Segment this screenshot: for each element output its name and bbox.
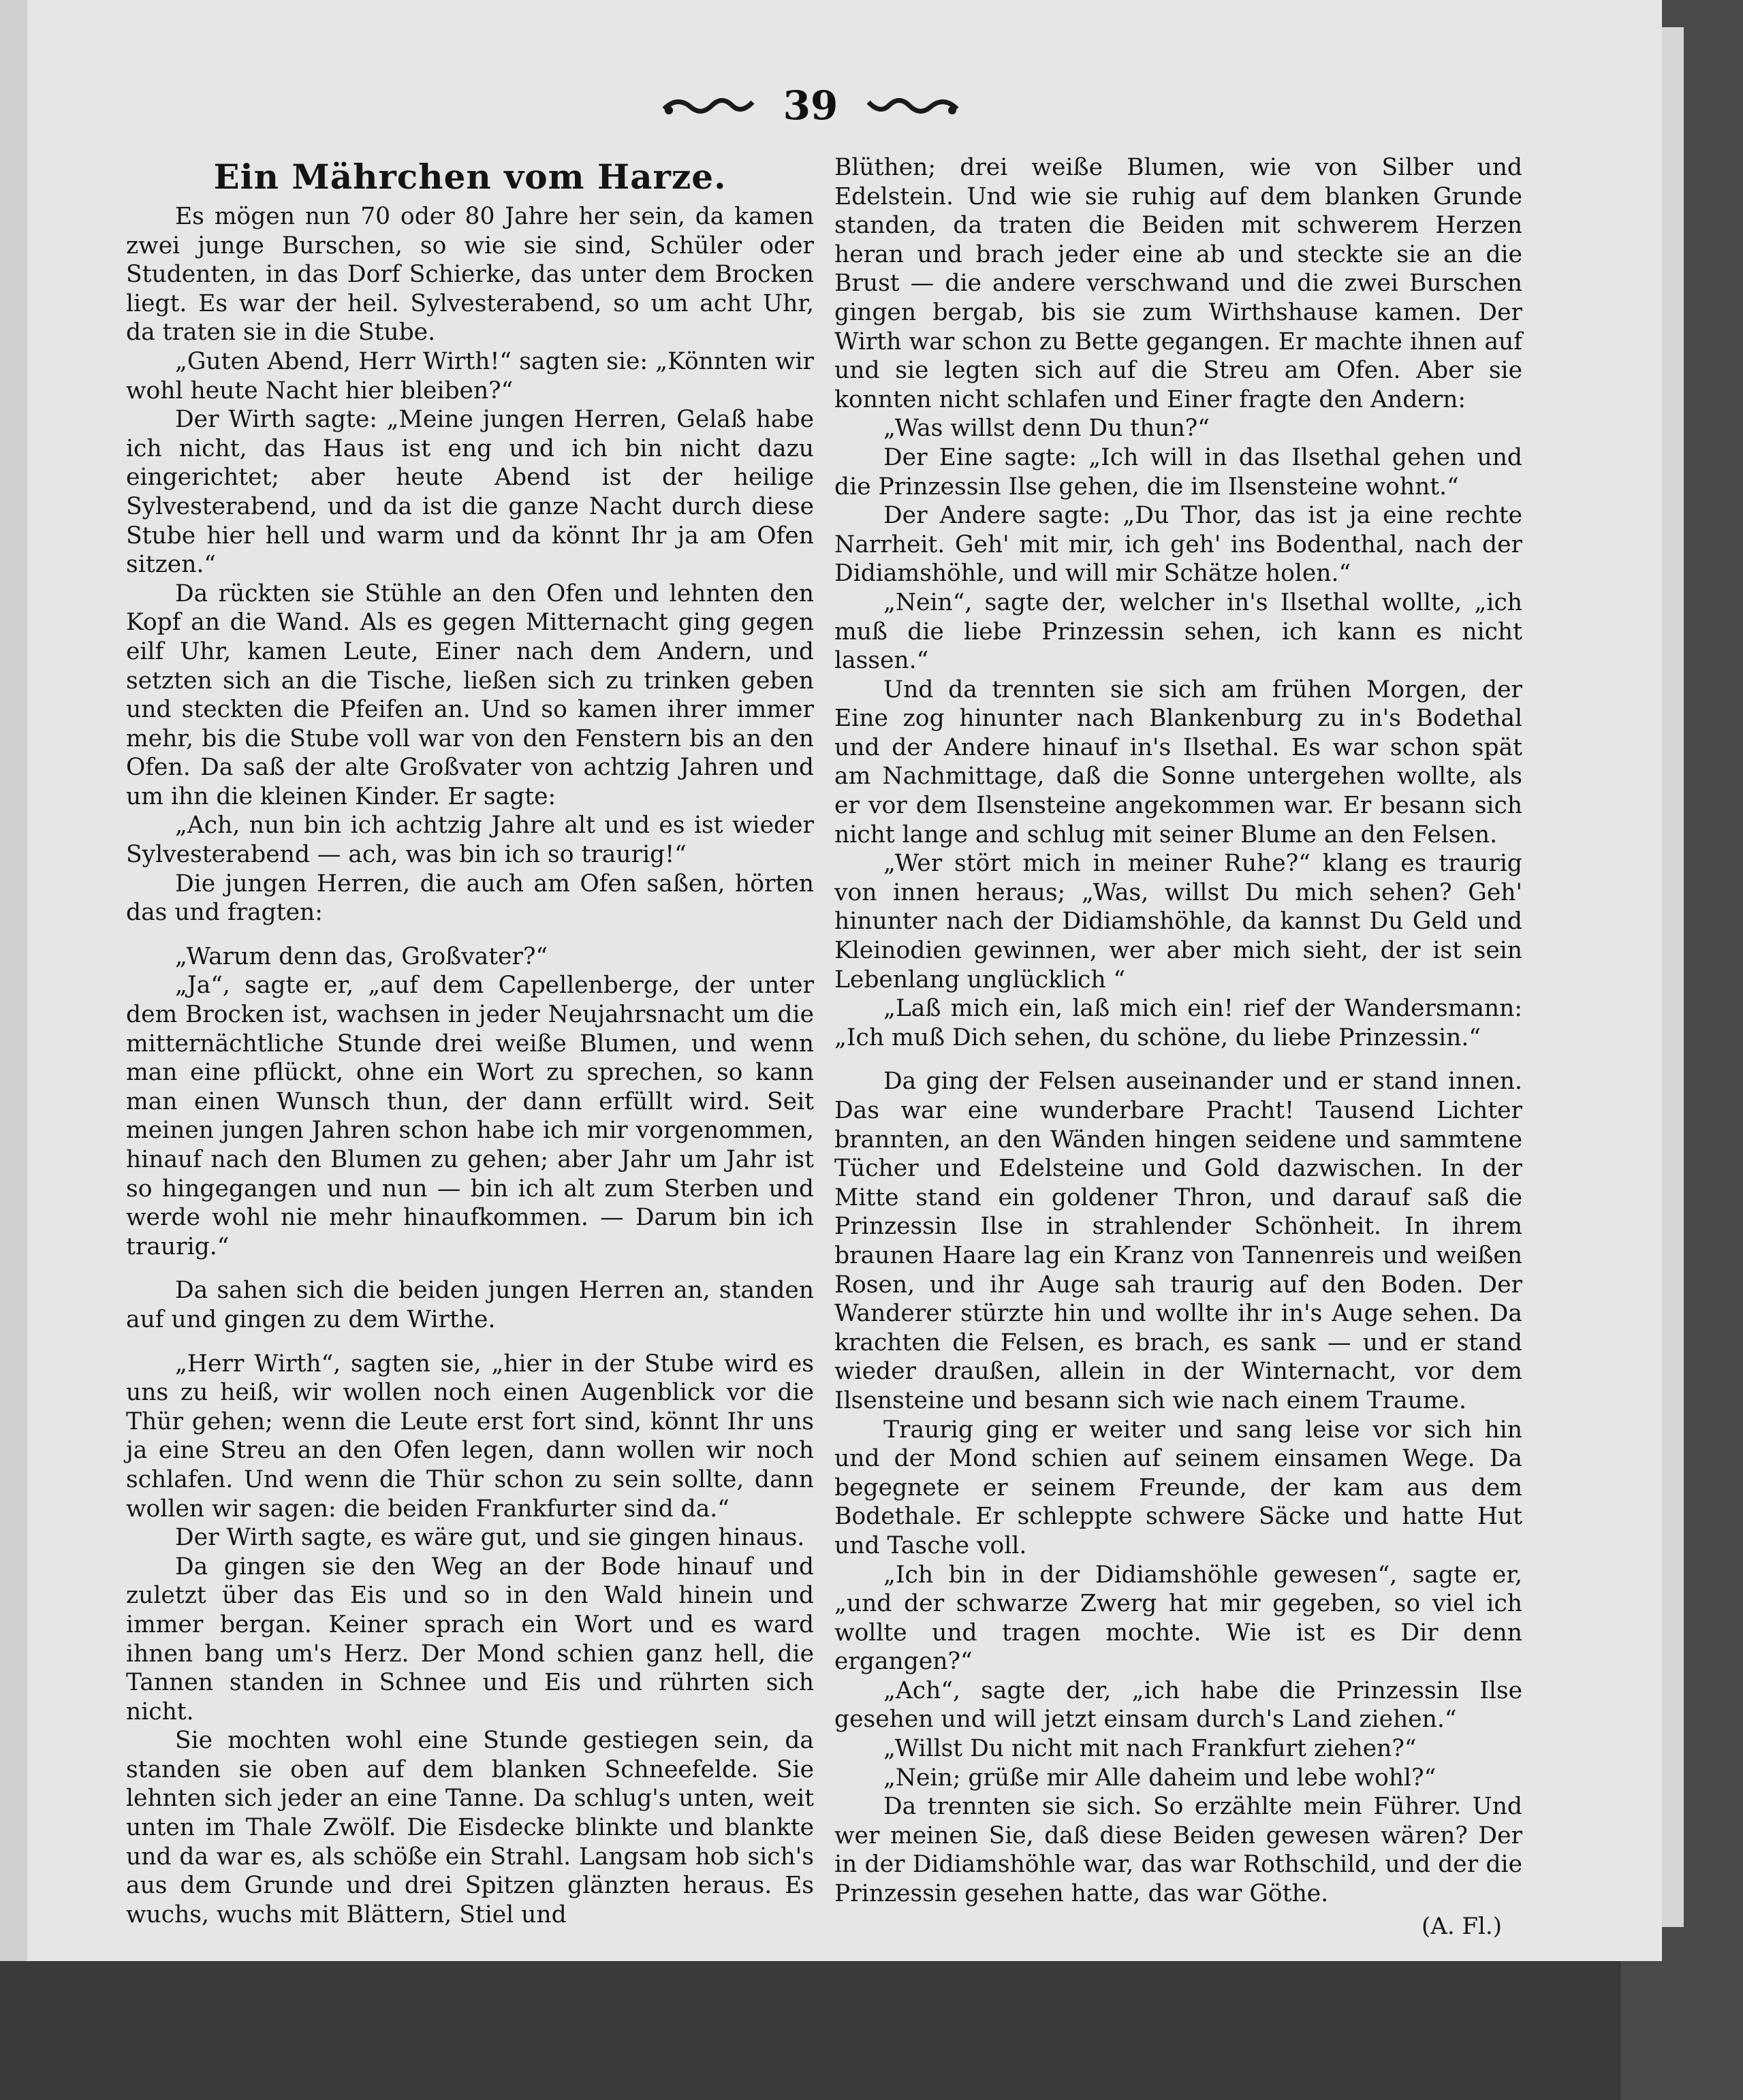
paragraph: „Was willst denn Du thun?“ xyxy=(883,415,1210,443)
paragraph: „Nein“, sagte der, welcher in's Ilsethal wollte, „ich muß die liebe Prinzessin sehen, ich kann es nicht lassen.“ xyxy=(834,588,1522,675)
paragraph: Sie mochten wohl eine Stunde gestiegen sein, da standen sie oben auf dem blanken Schneefelde. Sie lehnten sich jeder an eine Tanne. Da schlug's unten, weit unten im Thale Zwölf. Die Eisdecke blinkte und blankte und da war es, als schöße ein Strahl. Langsam hob sich's aus dem Grunde und drei Spitzen glänzten heraus. Es wuchs, wuchs mit Blättern, Stiel und xyxy=(126,1727,814,1928)
author-signature: (A. Fl.) xyxy=(1422,1912,1502,1940)
paragraph: „Willst Du nicht mit nach Frankfurt ziehen?“ xyxy=(883,1735,1417,1763)
paragraph: Der Wirth sagte, es wäre gut, und sie gingen hinaus. xyxy=(175,1524,805,1552)
left-column xyxy=(126,153,814,1929)
paragraph: Da ging der Felsen auseinander und er stand innen. Das war eine wunderbare Pracht! Tausend Lichter brannten, an den Wänden hingen seidene und sammtene Tücher und Edelsteine und Gold dazwischen. In der Mitte stand ein goldener Thron, und darauf saß die Prinzessin Ilse in strahlender Schönheit. In ihrem braunen Haare lag ein Kranz von Tannenreis und weißen Rosen, und ihr Auge sah traurig auf den Boden. Der Wanderer stürzte hin und wollte ihr in's Auge sehen. Da krachten die Felsen, es brach, es sank — und er stand wieder draußen, allein in der Winternacht, vor dem Ilsensteine und besann sich wie nach einem Traume. xyxy=(834,1068,1522,1414)
paragraph: Es mögen nun 70 oder 80 Jahre her sein, da kamen zwei junge Burschen, so wie sie sind, Schüler oder Studenten, in das Dorf Schierke, das unter dem Brocken liegt. Es war der heil. Sylvesterabend, so um acht Uhr, da traten sie in die Stube. xyxy=(126,203,814,347)
paragraph: „Laß mich ein, laß mich ein! rief der Wandersmann: „Ich muß Dich sehen, du schöne, du liebe Prinzessin.“ xyxy=(834,995,1522,1051)
paragraph: Da trennten sie sich. So erzählte mein Führer. Und wer meinen Sie, daß diese Beiden gewesen wären? Der in der Didiamshöhle war, das war Rothschild, und der die Prinzessin gesehen hatte, das war Göthe. xyxy=(834,1793,1522,1908)
paragraph: „Wer stört mich in meiner Ruhe?“ klang es traurig von innen heraus; „Was, willst Du mich sehen? Geh' hinunter nach der Didiamshöhle, da kannst Du Geld und Kleinodien gewinnen, wer aber mich sieht, der ist sein Lebenlang unglücklich “ xyxy=(834,850,1522,993)
paragraph: Und da trennten sie sich am frühen Morgen, der Eine zog hinunter nach Blankenburg zu in's Bodethal und der Andere hinauf in's Ilsethal. Es war schon spät am Nachmittage, daß die Sonne untergehen wollte, als er vor dem Ilsensteine angekommen war. Er besann sich nicht lange and schlug mit seiner Blume an den Felsen. xyxy=(834,675,1522,848)
paragraph: „Ja“, sagte er, „auf dem Capellenberge, der unter dem Brocken ist, wachsen in jeder Neujahrsnacht um die mitternächtliche Stunde drei weiße Blumen, und wenn man eine pflückt, ohne ein Wort zu sprechen, so kann man einen Wunsch thun, der dann erfüllt wird. Seit meinen jungen Jahren schon habe ich mir vorgenommen, hinauf nach den Blumen zu gehen; aber Jahr um Jahr ist so hingegangen und nun — bin ich alt zum Sterben und werde wohl nie mehr hinaufkommen. — Darum bin ich traurig.“ xyxy=(126,972,814,1260)
paragraph: „Ach, nun bin ich achtzig Jahre alt und es ist wieder Sylvesterabend — ach, was bin ich so traurig!“ xyxy=(126,812,814,869)
left-flourish-icon xyxy=(661,89,756,123)
paragraph: „Ach“, sagte der, „ich habe die Prinzessin Ilse gesehen und will jetzt einsam durch's Land ziehen.“ xyxy=(834,1676,1522,1734)
paragraph: „Ich bin in der Didiamshöhle gewesen“, sagte er, „und der schwarze Zwerg hat mir gegeben, so viel ich wollte und tragen mochte. Wie ist es Dir denn ergangen?“ xyxy=(834,1561,1522,1676)
article-title: Ein Mährchen vom Harze. xyxy=(213,157,727,197)
paragraph: Traurig ging er weiter und sang leise vor sich hin und der Mond schien auf seinem einsamen Wege. Da begegnete er seinem Freunde, der kam aus dem Bodethale. Er schleppte schwere Säcke und hatte Hut und Tasche voll. xyxy=(834,1416,1522,1559)
paragraph: Die jungen Herren, die auch am Ofen saßen, hörten das und fragten: xyxy=(126,870,814,927)
right-column xyxy=(834,153,1522,1941)
paragraph: Da gingen sie den Weg an der Bode hinauf und zuletzt über das Eis und so in den Wald hinein und immer bergan. Keiner sprach ein Wort und es ward ihnen bang um's Herz. Der Mond schien ganz hell, die Tannen standen in Schnee und Eis und rührten sich nicht. xyxy=(126,1553,814,1725)
paragraph: Der Eine sagte: „Ich will in das Ilsethal gehen und die Prinzessin Ilse gehen, die im Ilsensteine wohnt.“ xyxy=(834,443,1522,500)
paragraph: Der Andere sagte: „Du Thor, das ist ja eine rechte Narrheit. Geh' mit mir, ich geh' ins Bodenthal, nach der Didiamshöhle, und will mir Schätze holen.“ xyxy=(834,502,1522,588)
gutter-shadow xyxy=(0,0,27,1961)
paragraph: Der Wirth sagte: „Meine jungen Herren, Gelaß habe ich nicht, das Haus ist eng und ich bin nicht dazu eingerichtet; aber heute Abend ist der heilige Sylvesterabend, und da ist die ganze Nacht durch diese Stube hier hell und warm und da könnt Ihr ja am Ofen sitzen.“ xyxy=(126,406,814,579)
paragraph: „Guten Abend, Herr Wirth!“ sagten sie: „Könnten wir wohl heute Nacht hier bleiben?“ xyxy=(126,347,814,404)
paragraph: „Nein; grüße mir Alle daheim und lebe wohl?“ xyxy=(883,1764,1436,1792)
right-flourish-icon xyxy=(865,89,960,123)
page-number: 39 xyxy=(783,82,838,129)
paragraph: Blüthen; drei weiße Blumen, wie von Silber und Edelstein. Und wie sie ruhig auf dem blanken Grunde standen, da traten die Beiden mit schwerem Herzen heran und brach jeder eine ab und steckte sie an die Brust — die andere verschwand und die zwei Burschen gingen bergab, bis sie zum Wirthshause kamen. Der Wirth war schon zu Bette gegangen. Er machte ihnen auf und sie legten sich auf die Streu am Ofen. Aber sie konnten nicht schlafen und Einer fragte den Andern: xyxy=(834,154,1522,413)
paragraph: „Warum denn das, Großvater?“ xyxy=(175,942,548,970)
page-header xyxy=(654,75,967,136)
paragraph: Da rückten sie Stühle an den Ofen und lehnten den Kopf an die Wand. Als es gegen Mitternacht ging gegen eilf Uhr, kamen Leute, Einer nach dem Andern, und setzten sich an die Tische, ließen sich zu trinken geben und steckten die Pfeifen an. Und so kamen ihrer immer mehr, bis die Stube voll war von den Fenstern bis an den Ofen. Da saß der alte Großvater von achtzig Jahren und um ihn die kleinen Kinder. Er sagte: xyxy=(126,579,814,810)
paragraph: „Herr Wirth“, sagten sie, „hier in der Stube wird es uns zu heiß, wir wollen noch einen Augenblick vor die Thür gehen; wenn die Leute erst fort sind, könnt Ihr uns ja eine Streu an den Ofen legen, dann wollen wir noch schlafen. Und wenn die Thür schon zu sein sollte, dann wollen wir sagen: die beiden Frankfurter sind da.“ xyxy=(126,1350,814,1523)
paragraph: Da sahen sich die beiden jungen Herren an, standen auf und gingen zu dem Wirthe. xyxy=(126,1277,814,1333)
